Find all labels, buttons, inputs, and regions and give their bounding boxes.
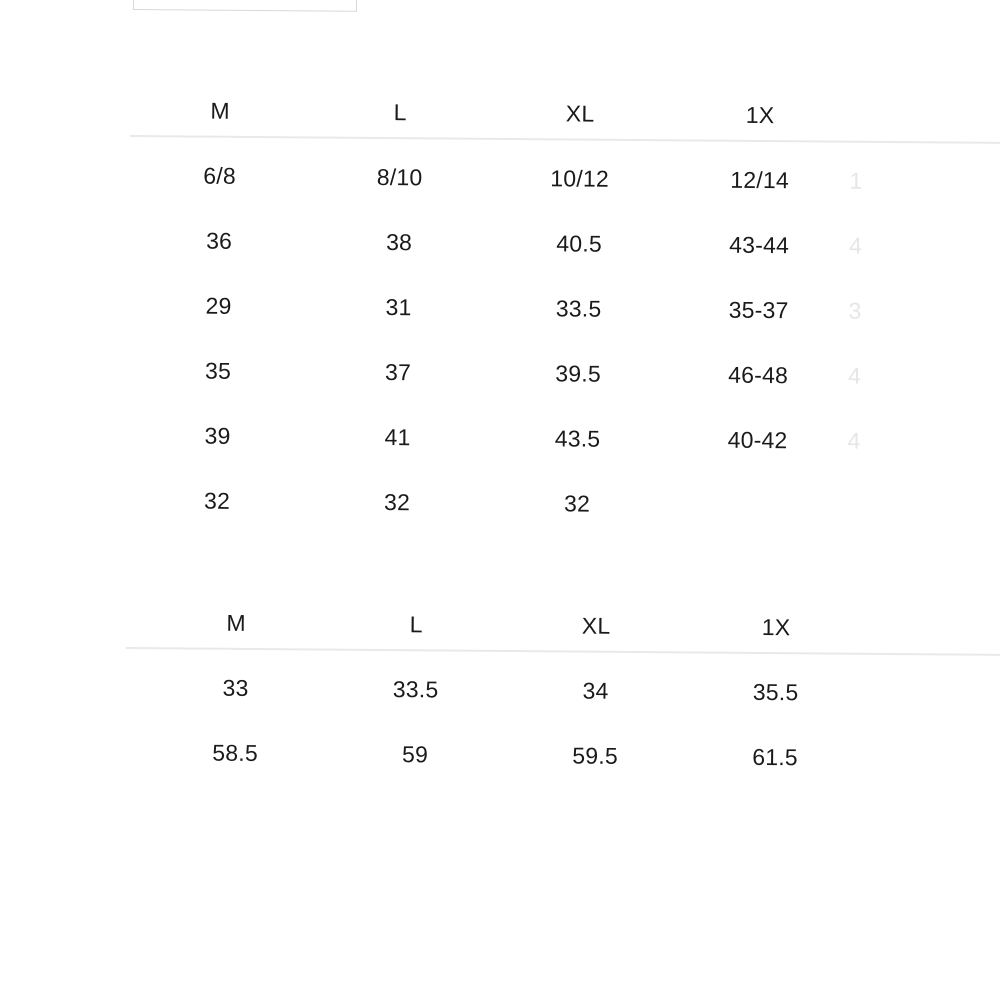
header-cell-m: M — [130, 97, 310, 125]
header-cell-1x: 1X — [686, 613, 866, 641]
header-cell-xl: XL — [506, 612, 686, 640]
table-cell: 35.5 — [685, 678, 865, 706]
table-cell: 37 — [308, 358, 488, 386]
table-cell: 43.5 — [487, 425, 667, 453]
table-row — [129, 208, 1000, 280]
table-cell: 35-37 — [668, 296, 848, 324]
table-row — [128, 273, 1000, 345]
table-cell: 32 — [487, 490, 667, 518]
table-cell: 32 — [307, 488, 487, 516]
table-row — [127, 468, 1000, 540]
header-cell-xl: XL — [490, 100, 670, 128]
table-cell: 32 — [127, 487, 307, 515]
table-cell: 35 — [128, 357, 308, 385]
table-cell: 61.5 — [685, 743, 865, 771]
table-cell: 33.5 — [326, 676, 506, 704]
table-cell: 43-44 — [669, 231, 849, 259]
table-cell: 12/14 — [670, 166, 850, 194]
table-row — [129, 143, 1000, 215]
header-cell-l: L — [326, 611, 506, 639]
table-cell: 38 — [309, 228, 489, 256]
table-cell-cutoff: 1 — [850, 168, 890, 195]
table-header-row — [130, 86, 1000, 144]
table-cell-cutoff: 3 — [848, 298, 888, 325]
table-cell: 39.5 — [488, 360, 668, 388]
table-cell: 39 — [127, 422, 307, 450]
header-cell-l: L — [310, 98, 490, 126]
table-cell: 29 — [129, 292, 309, 320]
table-cell-cutoff: 4 — [848, 363, 888, 390]
table-row — [125, 720, 1000, 792]
table-cell-cutoff: 4 — [849, 233, 889, 260]
top-input-box[interactable] — [133, 0, 357, 12]
header-cell-m: M — [146, 609, 326, 637]
table-cell: 40-42 — [667, 426, 847, 454]
table-cell: 36 — [129, 227, 309, 255]
size-table-2 — [125, 598, 1000, 792]
table-cell: 6/8 — [130, 162, 310, 190]
table-cell: 41 — [307, 423, 487, 451]
table-cell: 33.5 — [489, 295, 669, 323]
table-cell: 58.5 — [145, 739, 325, 767]
table-row — [125, 655, 1000, 727]
table-cell: 31 — [309, 293, 489, 321]
table-cell: 8/10 — [310, 163, 490, 191]
table-cell — [667, 505, 847, 506]
table-cell: 34 — [506, 677, 686, 705]
header-cell-1x: 1X — [670, 101, 850, 129]
table-row — [127, 403, 1000, 475]
size-table-1 — [127, 86, 1000, 540]
table-cell: 10/12 — [490, 165, 670, 193]
table-cell: 40.5 — [489, 230, 669, 258]
table-row — [128, 338, 1000, 410]
table-cell: 46-48 — [668, 361, 848, 389]
table-cell: 59 — [325, 741, 505, 769]
table-cell: 33 — [146, 674, 326, 702]
table-header-row — [126, 598, 1000, 656]
table-cell: 59.5 — [505, 742, 685, 770]
table-cell-cutoff: 4 — [847, 428, 887, 455]
